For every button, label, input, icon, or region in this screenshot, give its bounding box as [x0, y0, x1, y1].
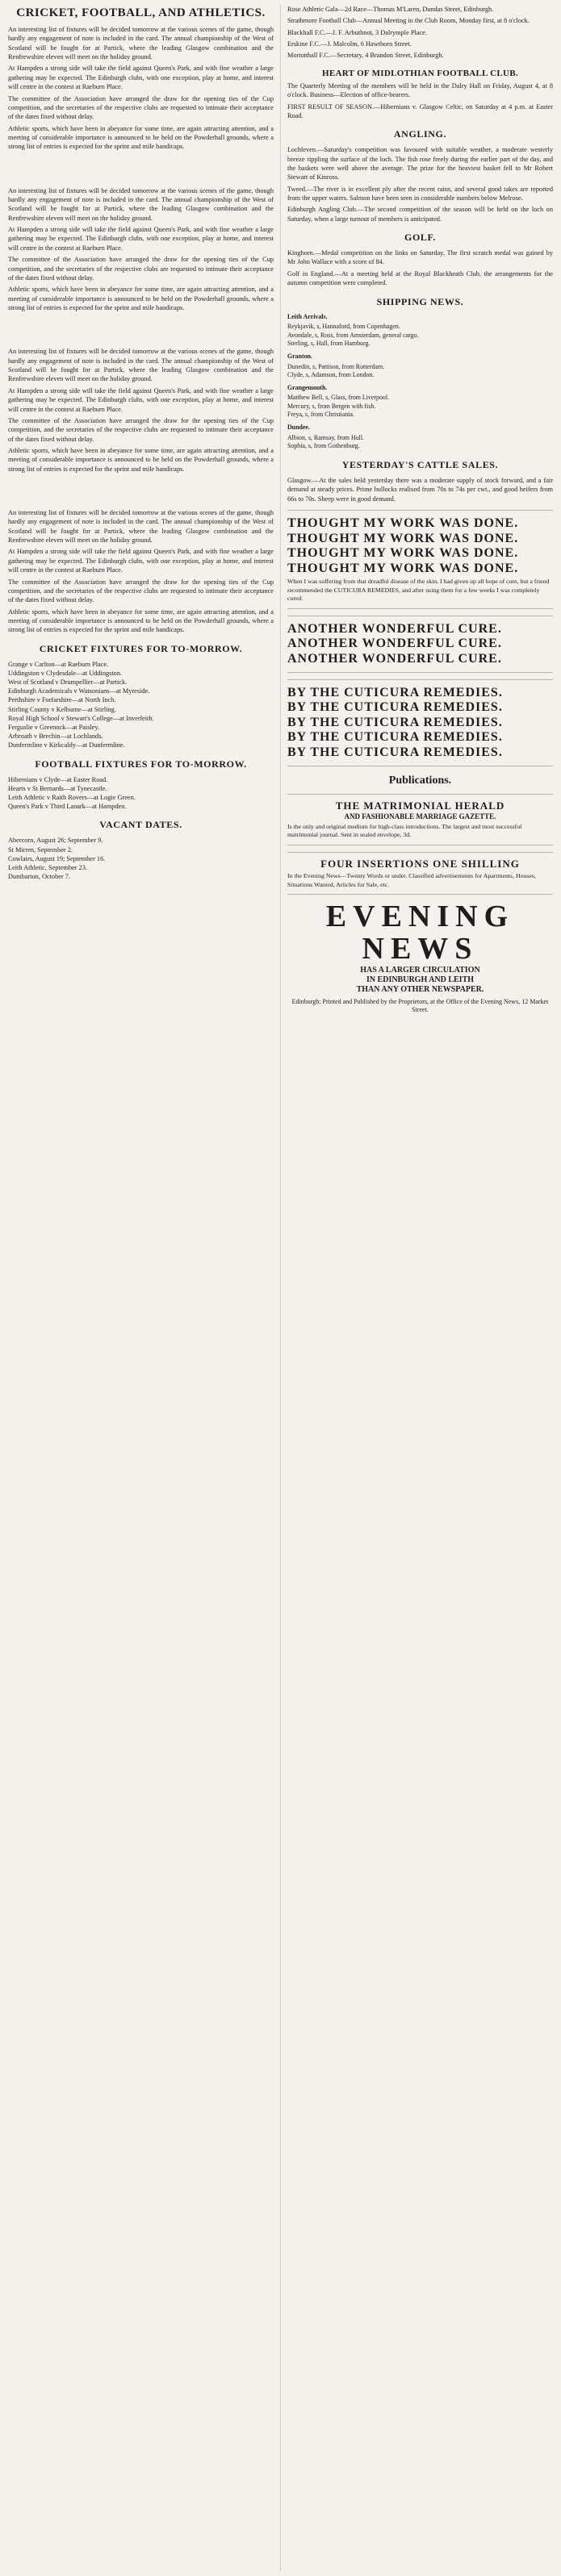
intro-paragraph-3-repeat: The committee of the Association have arranged the draw for the opening ties of the Cup competition, and the secretaries of the respective clubs are requested to intimate their acceptance of the dates fixed without delay.: [8, 256, 274, 282]
shipping-line: Sterling, s, Hall, from Hamburg.: [287, 340, 371, 348]
cricket-fixtures: [8, 643, 274, 750]
vacant-date: Leith Athletic, September 23.: [8, 863, 87, 871]
vacant-date: Abercorn, August 26; September 9.: [8, 837, 103, 845]
cuticura-line: THOUGHT MY WORK WAS DONE.: [287, 516, 519, 530]
intro-paragraph-4-repeat: Athletic sports, which have been in abeyance for some time, are again attracting attention, and a meeting of considerable importance is announced to be held on the Powderhall grounds, where a strong list of entries is expected for the sprint and mile handicaps.: [8, 286, 274, 311]
shipping-subhead: Leith Arrivals.: [287, 312, 328, 320]
cricket-fixture: West of Scotland v Drumpellier—at Partick.: [8, 678, 128, 687]
shipping-line: Sophia, s, from Gothenburg.: [287, 442, 360, 450]
cricket-fixture: Stirling County v Kelburne—at Stirling.: [8, 705, 116, 713]
masthead-line-3: THAN ANY OTHER NEWSPAPER.: [356, 985, 484, 995]
cricket-fixture: Uddingston v Clydesdale—at Uddingston.: [8, 669, 123, 677]
angling-heading: ANGLING.: [393, 128, 447, 140]
angling-paragraph-3: Edinburgh Angling Club.—The second competition of the season will be held on the loch on Saturday, when a large turnout of members is anticipated.: [287, 206, 553, 223]
top-notices: [287, 5, 553, 61]
matrimonial-advert: [287, 794, 553, 845]
cricket-fixture: Edinburgh Academicals v Watsonians—at Myreside.: [8, 687, 150, 695]
shipping-subhead: Granton.: [287, 352, 312, 360]
masthead-line-1: HAS A LARGER CIRCULATION: [360, 966, 480, 975]
vacant-dates: [8, 819, 274, 881]
notice: Strathmore Football Club—Annual Meeting in the Club Room, Monday first, at 8 o'clock.: [287, 17, 530, 25]
cuticura-advert-3: [287, 679, 553, 766]
golf-paragraph-2: Golf in England.—At a meeting held at the Royal Blackheath Club, the arrangements for the autumn competition were completed.: [287, 269, 553, 287]
angling-paragraph-2: Tweed.—The river is in excellent ply after the recent rains, and several good takes are reported from the upper waters. Salmon have been seen in considerable numbers below Melrose.: [287, 185, 553, 202]
notice: Mortonhall F.C.—Secretary, 4 Brandon Street, Edinburgh.: [287, 52, 444, 60]
cuticura-line: THOUGHT MY WORK WAS DONE.: [287, 531, 519, 545]
angling-paragraph-1: Lochleven.—Saturday's competition was favoured with suitable weather, a moderate westerly breeze rippling the surface of the loch. The fish rose freely during the earlier part of the day, and the baskets were well above the average. The prize for the heaviest basket fell to Mr Robert Stewart of Kinross.: [287, 146, 553, 182]
shipping-line: Albion, s, Ramsay, from Hull.: [287, 433, 365, 441]
cricket-fixtures-heading: CRICKET FIXTURES FOR TO-MORROW.: [39, 642, 243, 654]
hearts-paragraph: The Quarterly Meeting of the members will be held in the Dalry Hall on Friday, August 4, at 8 o'clock. Business—Election of office-bearers.: [287, 81, 553, 99]
intro-paragraph-2-repeat: At Hampden a strong side will take the field against Queen's Park, and with fine weather a large gathering may be expected. The Edinburgh clubs, with one exception, play at home, and interest will centre in the contest at Raeburn Place.: [8, 226, 274, 252]
hibs-heading: FIRST RESULT OF SEASON.—Hibernians v. Glasgow Celtic, on Saturday at 4 p.m. at Easter Road.: [287, 102, 553, 119]
intro-paragraph-3-repeat-3: The committee of the Association have arranged the draw for the opening ties of the Cup competition, and the secretaries of the respective clubs are requested to intimate their acceptance of the dates fixed without delay.: [8, 578, 274, 604]
intro-paragraph-2-repeat-3: At Hampden a strong side will take the field against Queen's Park, and with fine weather a large gathering may be expected. The Edinburgh clubs, with one exception, play at home, and interest will centre in the contest at Raeburn Place.: [8, 548, 274, 574]
printer-notice: Edinburgh: Printed and Published by the Proprietors, at the Office of the Evening News, 12 Market Street.: [291, 998, 549, 1014]
football-fixture: Queen's Park v Third Lanark—at Hampden.: [8, 803, 127, 811]
four-insertions-text: In the Evening News—Twenty Words or under. Classified advertisements for Apartments, Houses, Situations Wanted, Articles for Sale, etc.: [287, 872, 536, 888]
shipping-line: Dunedin, s, Pattison, from Rotterdam.: [287, 362, 385, 370]
shipping-line: Freya, s, from Christiania.: [287, 411, 354, 419]
cuticura-by-line: BY THE CUTICURA REMEDIES.: [287, 715, 503, 729]
cattle-paragraph: Glasgow.—At the sales held yesterday there was a moderate supply of stock forward, and a fair demand at steady prices. Prime bullocks realised from 70s to 74s per cwt., and good heifers from 66s to 70s. Sheep were in good demand.: [287, 476, 553, 503]
golf-paragraph-1: Kinghorn.—Medal competition on the links on Saturday. The first scratch medal was gained by Mr John Wallace with a score of 84.: [287, 249, 553, 266]
intro-paragraph-2: At Hampden a strong side will take the field against Queen's Park, and with fine weather a large gathering may be expected. The Edinburgh clubs, with one exception, play at home, and interest will centre in the contest at Raeburn Place.: [8, 65, 274, 91]
cuticura-by-line: BY THE CUTICURA REMEDIES.: [287, 730, 503, 745]
shipping-heading: SHIPPING NEWS.: [376, 295, 464, 307]
intro-paragraph-4-repeat-3: Athletic sports, which have been in abeyance for some time, are again attracting attention, and a meeting of considerable importance is announced to be held on the Powderhall grounds, where a strong list of entries is expected for the sprint and mile handicaps.: [8, 607, 274, 634]
matrimonial-sub: AND FASHIONABLE MARRIAGE GAZETTE.: [344, 812, 496, 820]
intro-paragraph-1: An interesting list of fixtures will be decided tomorrow at the various scenes of the game, though hardly any engagement of note is included in the card. The annual championship of the West of Scotland will be fought for at Partick, where the leading Glasgow combination and the Renfrewshire eleven will meet on the holiday ground.: [8, 26, 274, 61]
intro-paragraph-4-repeat-2: Athletic sports, which have been in abeyance for some time, are again attracting attention, and a meeting of considerable importance is announced to be held on the Powderhall grounds, where a strong list of entries is expected for the sprint and mile handicaps.: [8, 446, 274, 473]
cuticura-sub: When I was suffering from that dreadful disease of the skin, I had given up all hope of cure, but a friend recommended the CUTICURA REMEDIES, and after using them for a few weeks I was completely cured.: [287, 578, 550, 603]
shipping-list: [287, 313, 553, 451]
intro-paragraph-3-repeat-2: The committee of the Association have arranged the draw for the opening ties of the Cup competition, and the secretaries of the respective clubs are requested to intimate their acceptance of the dates fixed without delay.: [8, 416, 274, 443]
cuticura-advert-2: [287, 616, 553, 673]
wonderful-cure-line: ANOTHER WONDERFUL CURE.: [287, 621, 502, 636]
shipping-line: Mercury, s, from Bergen with fish.: [287, 402, 376, 410]
notice: Blackhall F.C.—J. F. Arbuthnot, 3 Dalrymple Place.: [287, 28, 427, 36]
left-column: [8, 5, 274, 2571]
cuticura-line: THOUGHT MY WORK WAS DONE.: [287, 561, 519, 575]
shipping-line: Reykjavik, s, Hannaford, from Copenhagen.: [287, 323, 400, 331]
vacant-date: St Mirren, September 2.: [8, 845, 73, 854]
vacant-date: Cowlairs, August 19; September 16.: [8, 854, 106, 862]
wonderful-cure-line: ANOTHER WONDERFUL CURE.: [287, 637, 502, 651]
vacant-date: Dumbarton, October 7.: [8, 873, 70, 881]
football-fixtures-heading: FOOTBALL FIXTURES FOR TO-MORROW.: [35, 758, 247, 770]
notice: Rose Athletic Gala—2d Race—Thomas M'Laren, Dundas Street, Edinburgh.: [287, 6, 494, 13]
intro-paragraph-1-repeat: An interesting list of fixtures will be decided tomorrow at the various scenes of the game, though hardly any engagement of note is included in the card. The annual championship of the West of Scotland will be fought for at Partick, where the leading Glasgow combination and the Renfrewshire eleven will meet on the holiday ground.: [8, 186, 274, 222]
notice: Erskine F.C.—J. Malcolm, 6 Hawthorn Street.: [287, 40, 412, 48]
cricket-fixture: Arbroath v Brechin—at Lochlands.: [8, 733, 103, 741]
football-fixtures: [8, 758, 274, 812]
football-fixture: Hibernians v Clyde—at Easter Road.: [8, 775, 108, 783]
shipping-subhead: Grangemouth.: [287, 383, 328, 391]
matrimonial-text: Is the only and original medium for high-class introductions. The largest and most successful matrimonial journal. Sent in sealed envelope, 3d.: [287, 822, 522, 839]
cuticura-advert-1: [287, 510, 553, 609]
cricket-fixture: Grange v Carlton—at Raeburn Place.: [8, 660, 109, 668]
cricket-football-headline: CRICKET, FOOTBALL, AND ATHLETICS.: [16, 6, 266, 19]
evening-news-title: EVENING NEWS: [325, 900, 515, 967]
cuticura-line: THOUGHT MY WORK WAS DONE.: [287, 546, 519, 561]
cricket-fixture: Dunfermline v Kirkcaldy—at Dunfermline.: [8, 741, 125, 749]
cricket-fixture: Ferguslie v Greenock—at Paisley.: [8, 724, 100, 731]
shipping-line: Matthew Bell, s, Glass, from Liverpool.: [287, 394, 389, 402]
vacant-dates-heading: VACANT DATES.: [99, 819, 182, 831]
evening-news-masthead: [287, 901, 553, 1015]
golf-heading: GOLF.: [404, 232, 436, 244]
wonderful-cure-line: ANOTHER WONDERFUL CURE.: [287, 652, 502, 666]
shipping-line: Avondale, s, Ross, from Amsterdam, general cargo.: [287, 331, 419, 339]
four-insertions-title: FOUR INSERTIONS ONE SHILLING: [320, 857, 520, 870]
cuticura-by-line: BY THE CUTICURA REMEDIES.: [287, 700, 503, 715]
intro-paragraph-1-repeat-2: An interesting list of fixtures will be decided tomorrow at the various scenes of the game, though hardly any engagement of note is included in the card. The annual championship of the West of Scotland will be fought for at Partick, where the leading Glasgow combination and the Renfrewshire eleven will meet on the holiday ground.: [8, 348, 274, 383]
right-column: [287, 5, 553, 2571]
intro-paragraph-4: Athletic sports, which have been in abeyance for some time, are again attracting attention, and a meeting of considerable importance is announced to be held on the Powderhall grounds, where a strong list of entries is expected for the sprint and mile handicaps.: [8, 124, 274, 151]
four-insertions-advert: [287, 852, 553, 895]
intro-paragraph-1-repeat-3: An interesting list of fixtures will be decided tomorrow at the various scenes of the game, though hardly any engagement of note is included in the card. The annual championship of the West of Scotland will be fought for at Partick, where the leading Glasgow combination and the Renfrewshire eleven will meet on the holiday ground.: [8, 509, 274, 545]
hearts-heading: HEART OF MIDLOTHIAN FOOTBALL CLUB.: [321, 68, 518, 78]
football-fixture: Hearts v St Bernards—at Tynecastle.: [8, 784, 107, 792]
shipping-line: Clyde, s, Adamson, from London.: [287, 371, 375, 379]
cuticura-by-line: BY THE CUTICURA REMEDIES.: [287, 685, 503, 699]
intro-paragraph-2-repeat-2: At Hampden a strong side will take the field against Queen's Park, and with fine weather a large gathering may be expected. The Edinburgh clubs, with one exception, play at home, and interest will centre in the contest at Raeburn Place.: [8, 386, 274, 413]
publications-heading: Publications.: [388, 774, 452, 787]
shipping-subhead: Dundee.: [287, 424, 310, 432]
cricket-fixture: Perthshire v Forfarshire—at North Inch.: [8, 696, 116, 704]
column-divider: [280, 5, 281, 2571]
matrimonial-title: THE MATRIMONIAL HERALD: [335, 799, 505, 812]
cuticura-by-line: BY THE CUTICURA REMEDIES.: [287, 745, 503, 760]
cricket-fixture: Royal High School v Stewart's College—at Inverleith.: [8, 714, 154, 722]
football-fixture: Leith Athletic v Raith Rovers—at Logie Green.: [8, 793, 136, 801]
masthead-line-2: IN EDINBURGH AND LEITH: [366, 975, 475, 985]
intro-paragraph-3: The committee of the Association have arranged the draw for the opening ties of the Cup competition, and the secretaries of the respective clubs are requested to intimate their acceptance of the dates fixed without delay.: [8, 94, 274, 121]
cattle-heading: YESTERDAY'S CATTLE SALES.: [341, 458, 499, 470]
